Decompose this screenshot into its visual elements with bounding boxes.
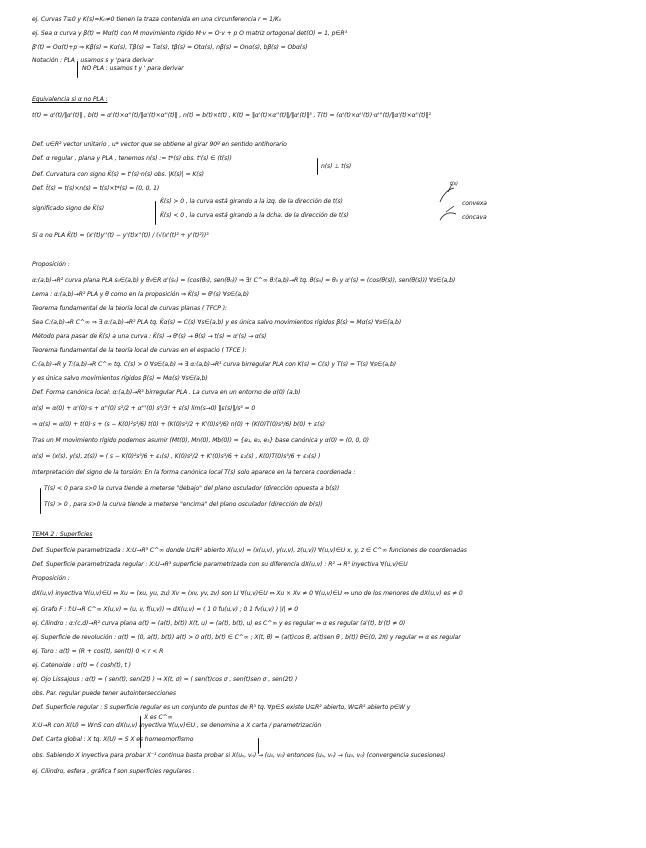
note-line: Teorema fundamental de la teoría local de curvas planas ( TFCP ): <box>32 305 227 312</box>
note-line: ej. Cilindro : α:(c,d)→R² curva plana α(t) = (a(t), b(t)) X(t, u) = (a(t), b(t), u) es C^∞ y es regular ⇔ α es regular (a'(t), b'(t) ≠ 0) <box>32 620 406 627</box>
note-line: C:(a,b)→R y T:(a,b)→R C^∞ tq. C(s) > 0 ∀s∈(a,b) ⇒ ∃ α:(a,b)→R³ curva birregular PLA con K(s) = C(s) y T(s) = T(s) ∀s∈(a,b) <box>32 361 396 368</box>
note-line: significado signo de K̃(s) <box>32 205 104 212</box>
chart-conditions-brace <box>140 716 141 748</box>
note-line: Teorema fundamental de la teoría local de curvas en el espacio ( TFCE ): <box>32 347 247 354</box>
note-line: β'(t) = Oα(t)+p ⇒ Kβ(s) = Kα(s), Tβ(s) = Tα(s), tβ(s) = Otα(s), nβ(s) = Onα(s), bβ(s) = Obα(s) <box>32 44 308 51</box>
note-line: Def. t̃(s) = t(s)×n(s) = t(s)×t*(s) = (0, 0, 1) <box>32 185 160 192</box>
note-line: Interpretación del signo de la torsión: En la forma canónica local T(s) solo aparece en la tercera coordenada : <box>32 469 356 476</box>
note-line: dX(u,v) inyectiva ∀(u,v)∈U ⇔ Xu = (xu, yu, zu) Xv = (xv, yv, zv) son LI ∀(u,v)∈U ⇔ Xu × Xv ≠ 0 ∀(u,v)∈U ⇔ uno de los menores de dX(u,v) es ≠ 0 <box>32 590 463 597</box>
note-line: ej. Ojo Lissajous : α(t) = ( sen(t), sen(2t) ) ⇒ X(t, σ) = ( sen(t)cos σ , sen(t)sen σ , sen(2t) ) <box>32 676 298 683</box>
note-line: Sea C:(a,b)→R C^∞ ⇒ ∃ α:(a,b)→R² PLA tq. K̃α(s) = C(s) ∀s∈(a,b) y es única salvo movimientos rígidos β(s) = Mα(s) ∀s∈(a,b) <box>32 319 402 326</box>
normal-obs-brace <box>317 158 318 175</box>
sketch-label-concave: cóncava <box>462 214 487 221</box>
sketch-label-t: t(s) <box>450 182 458 187</box>
note-line: ej. Superficie de revolución : α(t) = (0, a(t), b(t)) a(t) > 0 α(t), b(t) ∈ C^∞ ; X(t, θ) = (a(t)cos θ, a(t)sen θ , b(t)) θ∈(0, 2π) y regular ⇔ α es regular <box>32 634 461 641</box>
note-line: Def. Carta global : X tq. X(U) = S X es homeomorfismo <box>32 736 194 743</box>
note-line: ej. Cilindro, esfera , gráfica f son superficies regulares . <box>32 768 195 775</box>
note-line: X es C^∞ <box>144 714 173 721</box>
note-line: Def. α regular , plana y PLA , tenemos n(s) := t*(s) obs. t'(s) ∈ (t(s)) <box>32 155 232 162</box>
tangent-arrow <box>446 206 454 212</box>
note-line: T(s) < 0 para s>0 la curva tiende a meterse "debajo" del plano osculador (dirección opuesta a b(s)) <box>44 485 340 492</box>
note-line: ej. Toro : α(t) = (R + cos(t), sen(t)) 0 < r < R <box>32 648 164 655</box>
notation-brace <box>77 61 78 78</box>
note-line: t(t) = α'(t)/‖α'(t)‖ , b(t) = α'(t)×α''(t)/‖α'(t)×α''(t)‖ , n(t) = b(t)×t(t) , K(t) = ‖α'(t)×α''(t)‖/‖α'(t)‖³ , T(t) = (α'(t)×α''(t))·α'''(t)/‖α'(t)×α''(t)‖² <box>32 112 431 119</box>
note-line: Si α no PLA K̃(t) = (x'(t)y''(t) − y'(t)x''(t)) / (√(x'(t)² + y'(t)²))³ <box>32 232 209 239</box>
note-line: T(s) > 0 , para s>0 la curva tiende a meterse "encima" del plano osculador (dirección de b(s)) <box>44 501 323 508</box>
note-line: ej. Catenoide : α(t) = ( cosh(t), t ) <box>32 662 131 669</box>
note-line: α:(a,b)→R² curva plana PLA s₀∈(a,b) y θ₀∈R α'(s₀) = (cos(θ₀), sen(θ₀)) ⇒ ∃! C^∞ θ:(a,b)→R tq. θ(s₀) = θ₀ y α'(s) = (cos(θ(s)), sen(θ(s))) ∀s∈(a,b) <box>32 277 456 284</box>
curvature-sign-brace <box>155 201 156 225</box>
note-line: ej. Grafo F : f:U→R C^∞ X(u,v) = (u, v, f(u,v)) ⇒ dX(u,v) = ( 1 0 fu(u,v) ; 0 1 fv(u,v) ) |I| ≠ 0 <box>32 606 298 613</box>
note-line: NO PLA : usamos t y ' para derivar <box>82 65 184 72</box>
note-line: Proposición : <box>32 575 70 582</box>
note-line: X:U→R con X(U) = W∩S con dX(u,v) inyectiva ∀(u,v)∈U , se denomina a X carta / parametrización <box>32 722 322 729</box>
sketch-label-convex: convexa <box>462 200 487 207</box>
note-line: K̃(s) > 0 , la curva está girando a la izq. de la dirección de t(s) <box>160 198 343 205</box>
note-line: Def. Superficie parametrizada : X:U→R³ C^∞ donde U⊆R² abierto X(u,v) = (x(u,v), y(u,v), z(u,v)) ∀(u,v)∈U x, y, z ∈ C^∞ funciones de coordenadas <box>32 547 467 554</box>
note-line: α(s) = (x(s), y(s), z(s)) = ( s − K(0)²s³/6 + ε₁(s) , K(0)s²/2 + K'(0)s³/6 + ε₂(s) , K(0)T(0)s³/6 + ε₃(s) ) <box>32 453 321 460</box>
note-line: Lema : α:(a,b)→R² PLA y θ como en la proposición ⇒ K̃(s) = θ'(s) ∀s∈(a,b) <box>32 291 249 298</box>
homeomorphism-brace <box>258 738 259 754</box>
note-line: Método para pasar de K̃(s) a una curva : K̃(s) → θ'(s) → θ(s) → t(s) = α'(s) → α(s) <box>32 333 267 340</box>
note-line: Def. Superficie parametrizada regular : X:U→R³ superficie parametrizada con su diferencia dX(u,v) : R² → R³ inyectiva ∀(u,v)∈U <box>32 561 408 568</box>
note-line: K̃(s) < 0 , la curva está girando a la dcha. de la dirección de t(s) <box>160 212 349 219</box>
note-line: Equivalencia si α no PLA : <box>32 96 108 103</box>
note-line: Def. u∈R² vector unitario , u* vector que se obtiene al girar 90º en sentido antihorario <box>32 141 287 148</box>
note-line: ej. Sea α curva y β(t) = Mα(t) con M movimiento rígido M·v = O·v + p O matriz ortogonal det(O) = 1, p∈R³ <box>32 30 348 37</box>
convex-curve-sketch <box>440 188 454 202</box>
note-line: Proposición : <box>32 261 70 268</box>
note-line: ⇒ α(s) = α(0) + t(0)·s + (s − K(0)²s³/6) t(0) + (K(0)s²/2 + K'(0)s³/6) n(0) + (K(0)T(0)s³/6) b(0) + ε(s) <box>32 421 325 428</box>
note-line: Def. Curvatura con signo K̃(s) = t'(s)·n(s) obs. |K(s)| = K(s) <box>32 171 204 178</box>
note-line: Tras un M movimiento rígido podemos asumir (Mt(0), Mn(0), Mb(0)) = {e₁, e₂, e₃} base canónica y α(0) = (0, 0, 0) <box>32 437 369 444</box>
note-line: α(s) = α(0) + α'(0)·s + α''(0) s²/2 + α'''(0) s³/3! + ε(s) lim(s→0) ‖ε(s)‖/s³ = 0 <box>32 405 256 412</box>
note-line: obs. Sabiendo X inyectiva para probar X⁻¹ continua basta probar si X(uₙ, vₙ) → (u₀, v₀) entonces (uₙ, vₙ) → (u₀, v₀) (convergencia sucesiones) <box>32 752 446 759</box>
note-line: obs. Par. regular puede tener autointersecciones <box>32 690 176 697</box>
note-line: y es única salvo movimientos rígidos β(s) = Mα(s) ∀s∈(a,b) <box>32 375 208 382</box>
note-line: Def. Forma canónica local: α:(a,b)→R³ birregular PLA . La curva en un entorno de α(0) (a,b) <box>32 389 301 396</box>
note-line: n(s) ⊥ t(s) <box>321 163 352 170</box>
note-line: ej. Curvas T≡0 y K(s)=K₀≠0 tienen la traza contenida en una circunferencia r = 1/K₀ <box>32 16 282 23</box>
note-line: TEMA 2 : Superficies <box>32 531 93 538</box>
concave-curve-sketch <box>440 213 456 220</box>
torsion-sign-brace <box>40 488 41 514</box>
note-line: Notación : PLA : usamos s y 'para derivar <box>32 57 154 64</box>
note-line: Def. Superficie regular : S superficie regular es un conjunto de puntos de R³ tq. ∀p∈S existe U⊆R² abierto, W⊆R³ abierto p∈W y <box>32 704 411 711</box>
